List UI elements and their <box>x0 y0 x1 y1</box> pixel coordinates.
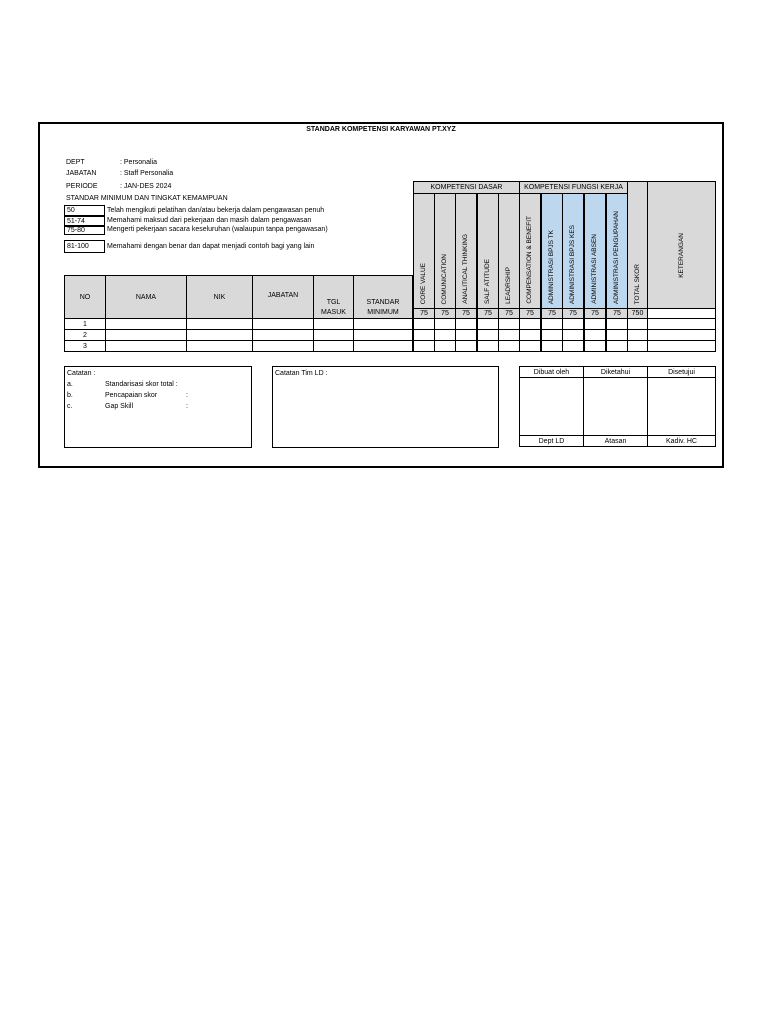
table-cell[interactable] <box>413 340 435 352</box>
competency-label: SALF ATITUDE <box>484 258 491 304</box>
level-range: 50 <box>64 205 105 216</box>
catatan-item-label: Standarisasi skor total : <box>105 381 178 388</box>
approval-header: Diketahui <box>583 366 648 378</box>
competency-label: CORE VALUE <box>420 262 427 304</box>
table-cell[interactable] <box>498 340 520 352</box>
col-tgl-line1: TGL <box>326 299 341 306</box>
col-standar-line2: MINIMUM <box>367 309 399 316</box>
signature-area[interactable] <box>583 377 648 436</box>
form-title: STANDAR KOMPETENSI KARYAWAN PT.XYZ <box>306 126 456 133</box>
signature-area[interactable] <box>647 377 716 436</box>
catatan-title: Catatan : <box>67 370 96 377</box>
table-cell[interactable] <box>627 340 648 352</box>
competency-label: COMPENSATION & BENEFIT <box>526 216 533 304</box>
level-range: 51-74 <box>64 216 105 226</box>
col-nik-header: NIK <box>186 275 253 319</box>
col-tgl-line2: MASUK <box>321 309 346 316</box>
competency-label: ADMINISTRASI PENGUPAHAN <box>613 210 620 304</box>
table-cell[interactable] <box>541 340 563 352</box>
competency-min: 75 <box>584 308 606 319</box>
row-number: 2 <box>64 329 106 341</box>
competency-min: 75 <box>519 308 541 319</box>
approval-footer: Kadiv. HC <box>647 435 716 447</box>
jabatan-value: : Staff Personalia <box>120 170 174 177</box>
competency-label: COMUNICATION <box>441 253 448 304</box>
signature-area[interactable] <box>519 377 584 436</box>
competency-header <box>477 193 499 309</box>
competency-header <box>413 193 435 309</box>
col-keterangan-label: KETERANGAN <box>677 233 685 278</box>
level-desc: Memahami dengan benar dan dapat menjadi contoh bagi yang lain <box>107 243 315 250</box>
col-total-header <box>627 181 648 309</box>
competency-min: 75 <box>562 308 584 319</box>
level-range: 81-100 <box>64 240 105 253</box>
row-number: 1 <box>64 318 106 330</box>
col-nama-header: NAMA <box>105 275 187 319</box>
level-desc: Mengerti pekerjaan sacara keseluruhan (walaupun tanpa pengawasan) <box>107 226 328 233</box>
competency-header <box>519 193 541 309</box>
periode-value: : JAN-DES 2024 <box>120 183 172 190</box>
table-cell[interactable] <box>252 340 314 352</box>
competency-header <box>606 193 628 309</box>
col-standar-line1: STANDAR <box>366 299 400 306</box>
table-cell[interactable] <box>606 340 628 352</box>
competency-header <box>562 193 584 309</box>
table-cell[interactable] <box>186 340 253 352</box>
level-desc: Telah mengikuti pelatihan dan/atau bekerja dalam pengawasan penuh <box>107 207 325 214</box>
group-kompetensi-dasar: KOMPETENSI DASAR <box>413 181 520 194</box>
table-cell[interactable] <box>313 340 354 352</box>
competency-label: ADMINISTRASI ABSEN <box>591 234 598 304</box>
total-min: 750 <box>627 308 648 319</box>
catatan-item-label: Gap Skill <box>105 403 134 410</box>
competency-header <box>584 193 606 309</box>
approval-footer: Atasan <box>583 435 648 447</box>
competency-min: 75 <box>541 308 563 319</box>
table-cell[interactable] <box>562 340 584 352</box>
col-jabatan-header: JABATAN <box>252 275 314 319</box>
dept-label: DEPT <box>66 159 85 166</box>
competency-label: ANALITICAL THINKING <box>462 234 469 304</box>
col-tgl-header <box>313 275 354 319</box>
catatan-item-colon: : <box>186 392 188 399</box>
jabatan-label: JABATAN <box>66 170 97 177</box>
competency-min: 75 <box>413 308 435 319</box>
catatan-item-colon: : <box>186 403 188 410</box>
approval-header: Dibuat oleh <box>519 366 584 378</box>
competency-min: 75 <box>498 308 520 319</box>
catatan-ld-title: Catatan Tim LD : <box>275 370 328 377</box>
catatan-item-label: Pencapaian skor <box>105 392 158 399</box>
competency-header <box>541 193 563 309</box>
table-cell[interactable] <box>647 340 716 352</box>
catatan-item-letter: a. <box>67 381 73 388</box>
competency-min: 75 <box>434 308 456 319</box>
group-kompetensi-fungsi: KOMPETENSI FUNGSI KERJA <box>519 181 628 194</box>
catatan-box <box>64 366 252 448</box>
form-sheet <box>38 122 724 468</box>
catatan-item-letter: c. <box>67 403 73 410</box>
table-cell[interactable] <box>105 340 187 352</box>
competency-min: 75 <box>455 308 477 319</box>
table-cell[interactable] <box>584 340 606 352</box>
col-standar-header <box>353 275 413 319</box>
catatan-item-letter: b. <box>67 392 73 399</box>
competency-label: ADMINISTRASI BPJS TK <box>548 229 555 304</box>
table-cell[interactable] <box>455 340 477 352</box>
approval-footer: Dept LD <box>519 435 584 447</box>
periode-label: PERIODE <box>66 183 98 190</box>
approval-header: Disetujui <box>647 366 716 378</box>
standard-heading: STANDAR MINIMUM DAN TINGKAT KEMAMPUAN <box>66 195 228 202</box>
level-range: 75-80 <box>64 226 105 235</box>
table-cell[interactable] <box>519 340 541 352</box>
competency-label: ADMINISTRASI BPJS KES <box>569 224 576 304</box>
competency-label: LEADRSHIP <box>505 267 512 304</box>
catatan-ld-box[interactable] <box>272 366 499 448</box>
competency-min: 75 <box>606 308 628 319</box>
level-desc: Memahami maksud dari pekerjaan dan masih dalam pengawasan <box>107 217 312 224</box>
table-cell[interactable] <box>477 340 499 352</box>
competency-header <box>455 193 477 309</box>
table-cell[interactable] <box>353 340 413 352</box>
dept-value: : Personalia <box>120 159 157 166</box>
row-number: 3 <box>64 340 106 352</box>
col-no-header: NO <box>64 275 106 319</box>
competency-min: 75 <box>477 308 499 319</box>
col-total-label: TOTAL SKOR <box>633 263 641 304</box>
col-keterangan-header <box>647 181 716 309</box>
competency-header <box>498 193 520 309</box>
table-cell[interactable] <box>434 340 456 352</box>
competency-header <box>434 193 456 309</box>
